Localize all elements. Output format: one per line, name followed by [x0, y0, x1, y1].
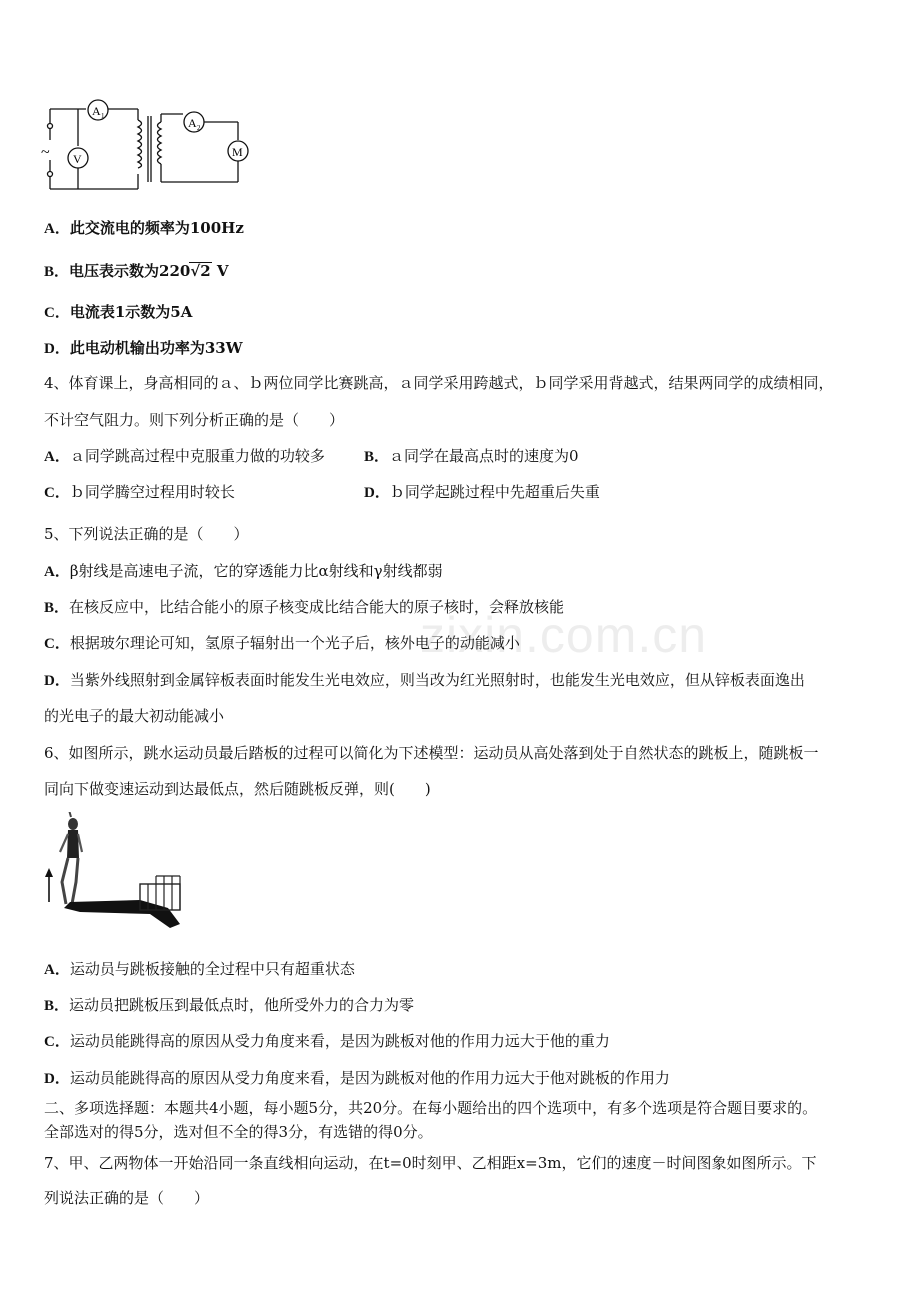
q6-stem-line2: 同向下做变速运动到达最低点，然后随跳板反弹，则( ) — [44, 780, 431, 798]
q4-stem-line2: 不计空气阻力。则下列分析正确的是（ ） — [44, 411, 345, 429]
q3-option-d: D．此电动机输出功率为33W — [44, 339, 243, 357]
q4-option-b: B．ａ同学在最高点时的速度为0 — [364, 447, 579, 465]
q6-option-c: C．运动员能跳得高的原因从受力角度来看，是因为跳板对他的作用力远大于他的重力 — [44, 1032, 610, 1050]
voltmeter-label: V — [73, 152, 82, 166]
motor-label: M — [232, 145, 243, 159]
q3-option-b: B．电压表示数为220√2 V — [44, 262, 229, 280]
q5-option-a: A．β射线是高速电子流，它的穿透能力比α射线和γ射线都弱 — [44, 562, 443, 580]
section2-instructions-line2: 全部选对的得5分，选对但不全的得3分，有选错的得0分。 — [44, 1123, 433, 1141]
ammeter-a2-label: A — [188, 116, 197, 130]
ac-source-symbol: ~ — [41, 144, 50, 161]
q4-option-d: D．ｂ同学起跳过程中先超重后失重 — [364, 483, 600, 501]
q7-stem-line1: 7、甲、乙两物体一开始沿同一条直线相向运动，在t=0时刻甲、乙相距x=3m，它们的速度－时间图象如图所示。下 — [44, 1154, 817, 1172]
q5-option-b: B．在核反应中，比结合能小的原子核变成比结合能大的原子核时，会释放核能 — [44, 598, 565, 616]
q3-option-a: A．此交流电的频率为100Hz — [44, 219, 244, 237]
q6-option-a: A．运动员与跳板接触的全过程中只有超重状态 — [44, 960, 355, 978]
q6-option-b: B．运动员把跳板压到最低点时，他所受外力的合力为零 — [44, 996, 415, 1014]
q7-stem-line2: 列说法正确的是（ ） — [44, 1189, 210, 1207]
ammeter-a1-label: A — [92, 104, 101, 118]
q5-option-d-line1: D．当紫外线照射到金属锌板表面时能发生光电效应，则当改为红光照射时，也能发生光电效应，但从锌板表面逸出 — [44, 671, 805, 689]
diver-springboard-figure — [40, 812, 190, 952]
q4-option-a: A．ａ同学跳高过程中克服重力做的功较多 — [44, 447, 325, 465]
watermark: zixin.com.cn — [420, 607, 708, 663]
ammeter-a1-subscript: 1 — [101, 112, 105, 120]
transformer-circuit-diagram — [38, 96, 258, 196]
section2-instructions-line1: 二、多项选择题：本题共4小题，每小题5分，共20分。在每小题给出的四个选项中，有多个选项是符合题目要求的。 — [44, 1099, 818, 1117]
q3-option-c: C．电流表1示数为5A — [44, 303, 193, 321]
q5-option-c: C．根据玻尔理论可知，氢原子辐射出一个光子后，核外电子的动能减小 — [44, 634, 520, 652]
q4-stem-line1: 4、体育课上，身高相同的ａ、ｂ两位同学比赛跳高，ａ同学采用跨越式，ｂ同学采用背越式，结果两同学的成绩相同， — [44, 374, 834, 392]
ammeter-a2-subscript: 2 — [197, 124, 201, 132]
q4-option-c: C．ｂ同学腾空过程用时较长 — [44, 483, 235, 501]
q5-option-d-line2: 的光电子的最大初动能减小 — [44, 707, 225, 725]
sqrt-symbol: √2 — [190, 262, 211, 280]
q5-stem: 5、下列说法正确的是（ ） — [44, 525, 249, 543]
q6-option-d: D．运动员能跳得高的原因从受力角度来看，是因为跳板对他的作用力远大于他对跳板的作用力 — [44, 1069, 670, 1087]
q6-stem-line1: 6、如图所示，跳水运动员最后踏板的过程可以简化为下述模型：运动员从高处落到处于自然状态的跳板上，随跳板一 — [44, 744, 819, 762]
